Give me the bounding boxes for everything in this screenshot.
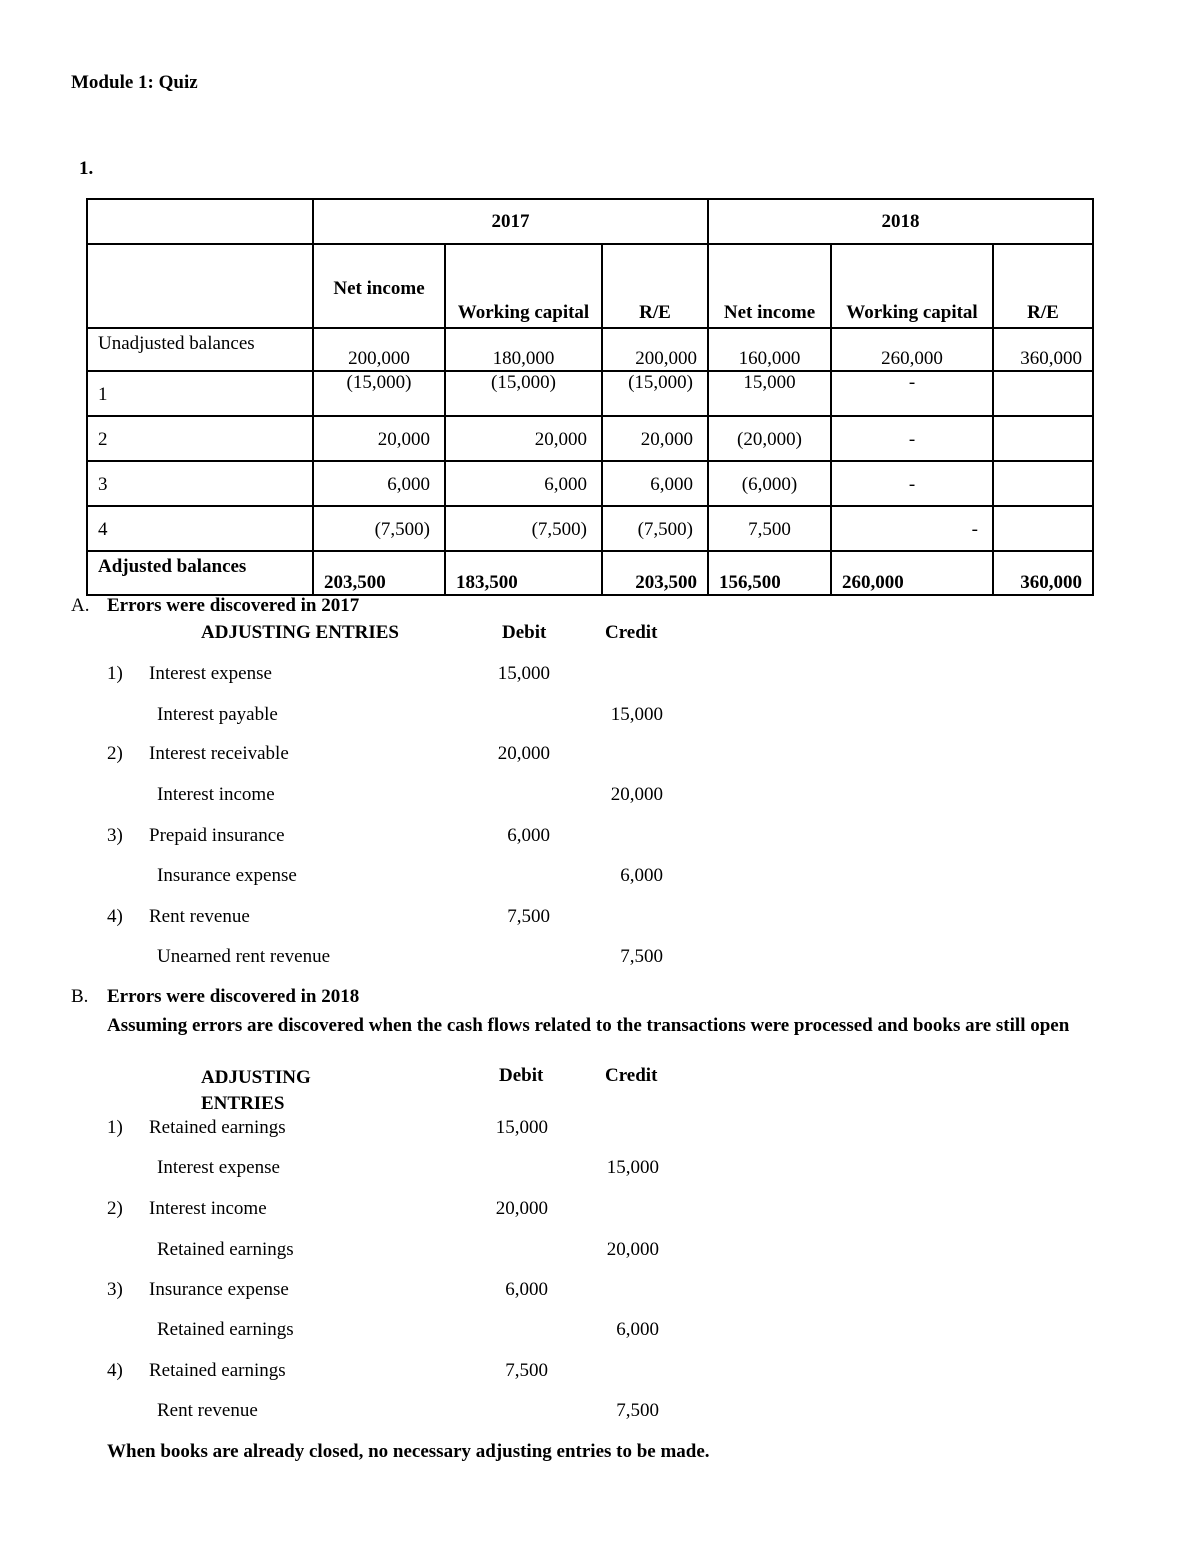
table-cell: (15,000) bbox=[313, 371, 445, 416]
debit-amount: 6,000 bbox=[507, 825, 550, 846]
row-label: 3 bbox=[87, 461, 313, 506]
blank-header-cell bbox=[87, 244, 313, 328]
row-label: 1 bbox=[87, 371, 313, 416]
table-cell: 6,000 bbox=[313, 461, 445, 506]
table-cell: - bbox=[831, 371, 993, 416]
column-header-row bbox=[87, 244, 1093, 328]
table-cell: 200,000 bbox=[313, 328, 445, 371]
credit-amount: 15,000 bbox=[610, 704, 663, 725]
credit-account: Unearned rent revenue bbox=[157, 946, 331, 967]
row-label: Adjusted balances bbox=[87, 551, 313, 595]
row-label: 2 bbox=[87, 416, 313, 461]
entry-number: 2) bbox=[107, 743, 123, 764]
table-cell: (15,000) bbox=[445, 371, 602, 416]
table-row-1 bbox=[87, 371, 1093, 416]
table-cell bbox=[993, 371, 1093, 416]
table-cell: (15,000) bbox=[602, 371, 708, 416]
credit-amount: 7,500 bbox=[620, 946, 663, 967]
year-2017-header: 2017 bbox=[313, 199, 708, 244]
table-cell: 15,000 bbox=[708, 371, 831, 416]
debit-amount: 15,000 bbox=[497, 663, 550, 684]
year-2018-header: 2018 bbox=[708, 199, 1093, 244]
entry-number: 1) bbox=[107, 663, 123, 684]
debit-account: Rent revenue bbox=[149, 906, 250, 927]
col-header-net-income-2017: Net income bbox=[313, 244, 445, 328]
table-cell: - bbox=[831, 506, 993, 551]
table-cell: 360,000 bbox=[993, 551, 1093, 595]
col-header-working-capital-2018: Working capital bbox=[831, 244, 993, 328]
debit-amount: 6,000 bbox=[505, 1279, 548, 1300]
question-number: 1. bbox=[79, 158, 94, 179]
table-row-3 bbox=[87, 461, 1093, 506]
table-cell: 260,000 bbox=[831, 328, 993, 371]
blank-corner-cell bbox=[87, 199, 313, 244]
credit-account: Retained earnings bbox=[157, 1319, 294, 1340]
table-cell: 160,000 bbox=[708, 328, 831, 371]
debit-account: Interest income bbox=[149, 1198, 267, 1219]
table-cell: 360,000 bbox=[993, 328, 1093, 371]
entry-number: 4) bbox=[107, 1360, 123, 1381]
debit-amount: 15,000 bbox=[495, 1117, 548, 1138]
section-b-credit-header: Credit bbox=[605, 1065, 658, 1086]
debit-account: Retained earnings bbox=[149, 1360, 286, 1381]
debit-account: Retained earnings bbox=[149, 1117, 286, 1138]
col-header-re-2017: R/E bbox=[602, 244, 708, 328]
closing-note: When books are already closed, no necessary adjusting entries to be made. bbox=[107, 1441, 710, 1462]
section-b-letter: B. bbox=[71, 986, 89, 1007]
table-row-unadjusted bbox=[87, 328, 1093, 371]
debit-account: Interest receivable bbox=[149, 743, 289, 764]
table-cell: (7,500) bbox=[313, 506, 445, 551]
row-label: Unadjusted balances bbox=[87, 328, 313, 371]
credit-account: Retained earnings bbox=[157, 1239, 294, 1260]
section-a-entries-header: ADJUSTING ENTRIES bbox=[201, 622, 399, 643]
table-cell: 20,000 bbox=[313, 416, 445, 461]
credit-amount: 6,000 bbox=[616, 1319, 659, 1340]
entry-number: 1) bbox=[107, 1117, 123, 1138]
credit-account: Rent revenue bbox=[157, 1400, 258, 1421]
row-label: 4 bbox=[87, 506, 313, 551]
entry-number: 4) bbox=[107, 906, 123, 927]
credit-account: Insurance expense bbox=[157, 865, 297, 886]
debit-amount: 20,000 bbox=[495, 1198, 548, 1219]
section-b-assumption: Assuming errors are discovered when the cash flows related to the transactions were processed and books are still open bbox=[107, 1015, 1070, 1036]
table-cell: 6,000 bbox=[445, 461, 602, 506]
table-cell: 203,500 bbox=[313, 551, 445, 595]
credit-amount: 7,500 bbox=[616, 1400, 659, 1421]
col-header-net-income-2018: Net income bbox=[708, 244, 831, 328]
table-cell: 260,000 bbox=[831, 551, 993, 595]
table-cell: 156,500 bbox=[708, 551, 831, 595]
entry-number: 3) bbox=[107, 825, 123, 846]
col-header-re-2018: R/E bbox=[993, 244, 1093, 328]
debit-account: Insurance expense bbox=[149, 1279, 289, 1300]
year-header-row bbox=[87, 199, 1093, 244]
table-cell: 203,500 bbox=[602, 551, 708, 595]
debit-account: Interest expense bbox=[149, 663, 272, 684]
credit-amount: 6,000 bbox=[620, 865, 663, 886]
credit-account: Interest expense bbox=[157, 1157, 280, 1178]
credit-amount: 15,000 bbox=[606, 1157, 659, 1178]
table-cell bbox=[993, 416, 1093, 461]
debit-amount: 20,000 bbox=[497, 743, 550, 764]
table-row-2 bbox=[87, 416, 1093, 461]
col-header-working-capital-2017: Working capital bbox=[445, 244, 602, 328]
table-cell: 20,000 bbox=[602, 416, 708, 461]
table-cell: (7,500) bbox=[445, 506, 602, 551]
table-cell: 200,000 bbox=[602, 328, 708, 371]
section-b-entries-header: ADJUSTING ENTRIES bbox=[201, 1067, 311, 1114]
debit-amount: 7,500 bbox=[505, 1360, 548, 1381]
table-row-adjusted bbox=[87, 551, 1093, 595]
table-cell: (20,000) bbox=[708, 416, 831, 461]
table-cell: 7,500 bbox=[708, 506, 831, 551]
table-cell: - bbox=[831, 461, 993, 506]
page-title: Module 1: Quiz bbox=[71, 72, 198, 93]
section-a-credit-header: Credit bbox=[605, 622, 658, 643]
section-a-letter: A. bbox=[71, 595, 90, 616]
section-b-debit-header: Debit bbox=[499, 1065, 544, 1086]
table-cell bbox=[993, 461, 1093, 506]
credit-account: Interest income bbox=[157, 784, 275, 805]
table-cell: (6,000) bbox=[708, 461, 831, 506]
table-cell bbox=[993, 506, 1093, 551]
table-cell: 20,000 bbox=[445, 416, 602, 461]
section-a-heading: Errors were discovered in 2017 bbox=[107, 595, 360, 616]
table-row-4 bbox=[87, 506, 1093, 551]
table-cell: 6,000 bbox=[602, 461, 708, 506]
table-cell: - bbox=[831, 416, 993, 461]
section-b-heading: Errors were discovered in 2018 bbox=[107, 986, 360, 1007]
debit-account: Prepaid insurance bbox=[149, 825, 285, 846]
table-cell: 183,500 bbox=[445, 551, 602, 595]
table-cell: 180,000 bbox=[445, 328, 602, 371]
entry-number: 3) bbox=[107, 1279, 123, 1300]
credit-amount: 20,000 bbox=[610, 784, 663, 805]
credit-amount: 20,000 bbox=[606, 1239, 659, 1260]
credit-account: Interest payable bbox=[157, 704, 278, 725]
table-cell: (7,500) bbox=[602, 506, 708, 551]
entry-number: 2) bbox=[107, 1198, 123, 1219]
debit-amount: 7,500 bbox=[507, 906, 550, 927]
error-analysis-table bbox=[86, 198, 1094, 596]
section-a-debit-header: Debit bbox=[502, 622, 547, 643]
